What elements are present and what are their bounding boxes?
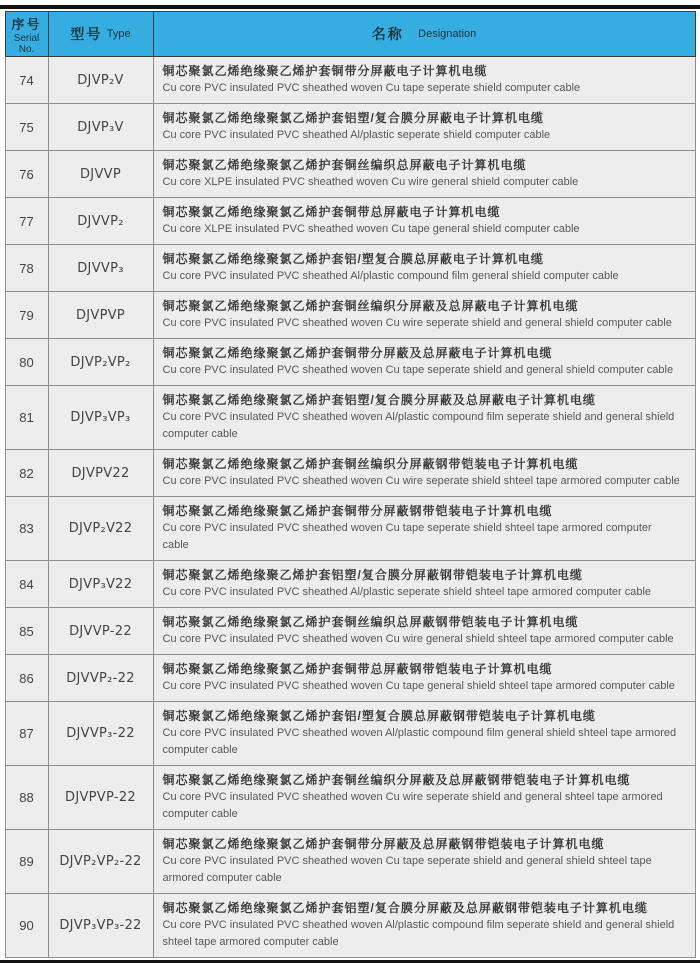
table-row	[5, 339, 695, 386]
type-code: DJVP₃V	[77, 119, 124, 135]
designation-chinese: 铜芯聚氯乙烯绝缘聚氯乙烯护套铝塑/复合膜分屏蔽及总屏蔽钢带铠装电子计算机电缆	[162, 901, 648, 915]
designation-cell	[153, 655, 695, 702]
table-row	[5, 766, 695, 830]
designation-english: Cu core PVC insulated PVC sheathed Al/plastic compound film general shield computer cable	[162, 270, 619, 282]
designation-english: Cu core PVC insulated PVC sheathed woven Cu wire seperate shield and general shield computer cable	[162, 317, 672, 329]
serial-number: 87	[19, 726, 34, 741]
header-type-en: Type	[106, 28, 131, 40]
serial-number: 76	[19, 166, 34, 182]
type-code: DJVP₃VP₃	[70, 410, 131, 425]
type-cell	[48, 894, 153, 958]
serial-cell	[5, 830, 48, 894]
table-row	[5, 245, 695, 292]
designation-chinese: 铜芯聚氯乙烯绝缘聚氯乙烯护套铝塑/复合膜分屏蔽电子计算机电缆	[162, 111, 544, 125]
type-code: DJVVP₂-22	[66, 670, 135, 686]
serial-number: 85	[19, 623, 34, 639]
designation-english: Cu core XLPE insulated PVC sheathed woven Cu tape general shield computer cable	[162, 223, 580, 235]
header-type	[48, 12, 153, 57]
type-cell	[48, 104, 153, 151]
table-row	[5, 151, 695, 198]
type-code: DJVP₂V22	[68, 521, 133, 536]
serial-cell	[5, 245, 48, 292]
serial-number: 80	[19, 354, 34, 370]
header-designation-en: Designation	[418, 28, 477, 40]
header-serial	[5, 12, 48, 57]
designation-english: Cu core PVC insulated PVC sheathed woven Cu wire seperate shield shteel tape armored computer cable	[162, 475, 680, 487]
designation-english: Cu core PVC insulated PVC sheathed woven Cu tape seperate shield computer cable	[162, 82, 581, 94]
header-serial-cn: 序号	[11, 16, 42, 32]
designation-english: Cu core PVC insulated PVC sheathed Al/plastic seperate shield shteel tape armored computer cable	[162, 586, 652, 598]
serial-cell	[5, 339, 48, 386]
designation-cell	[153, 104, 695, 151]
type-cell	[48, 450, 153, 497]
serial-cell	[5, 894, 48, 958]
type-cell	[48, 198, 153, 245]
table-row	[5, 198, 695, 245]
designation-cell	[153, 198, 695, 245]
serial-cell	[5, 450, 48, 497]
type-code: DJVPVP-22	[65, 790, 136, 805]
table-row	[5, 608, 695, 655]
designation-chinese: 铜芯聚氯乙烯绝缘聚氯乙烯护套铝/塑复合膜总屏蔽电子计算机电缆	[162, 252, 544, 266]
serial-number: 77	[19, 213, 34, 229]
type-cell	[48, 339, 153, 386]
type-cell	[48, 57, 153, 104]
table-row	[5, 894, 695, 958]
type-cell	[48, 245, 153, 292]
serial-number: 81	[19, 410, 34, 425]
designation-english: Cu core PVC insulated PVC sheathed woven Cu wire seperate shield and general shteel tape armored computer cable	[162, 791, 663, 820]
type-cell	[48, 497, 153, 561]
designation-cell	[153, 497, 695, 561]
designation-english: Cu core PVC insulated PVC sheathed woven Cu tape seperate shield shteel tape armored computer cable	[162, 522, 652, 551]
type-cell	[48, 561, 153, 608]
type-code: DJVP₂VP₂	[70, 354, 131, 370]
serial-number: 74	[19, 72, 34, 88]
serial-cell	[5, 57, 48, 104]
designation-cell	[153, 245, 695, 292]
header-serial-en1: Serial	[13, 32, 40, 44]
designation-english: Cu core PVC insulated PVC sheathed woven Cu tape seperate shield and general shield computer cable	[162, 364, 674, 376]
serial-cell	[5, 292, 48, 339]
type-code: DJVPVP	[75, 307, 126, 323]
type-cell	[48, 702, 153, 766]
designation-cell	[153, 830, 695, 894]
type-cell	[48, 830, 153, 894]
designation-chinese: 铜芯聚氯乙烯绝缘聚氯乙烯护套铜带总屏蔽钢带铠装电子计算机电缆	[162, 662, 553, 676]
type-cell	[48, 386, 153, 450]
serial-cell	[5, 655, 48, 702]
serial-cell	[5, 702, 48, 766]
designation-chinese: 铜芯聚氯乙烯绝缘聚乙烯护套铜带分屏蔽电子计算机电缆	[162, 64, 488, 78]
designation-english: Cu core PVC insulated PVC sheathed woven Al/plastic compound film seperate shield and general shield computer cable	[162, 411, 675, 440]
type-code: DJVVP₃	[77, 260, 124, 276]
serial-cell	[5, 766, 48, 830]
serial-cell	[5, 104, 48, 151]
designation-cell	[153, 339, 695, 386]
type-code: DJVP₃VP₃-22	[59, 918, 142, 933]
designation-chinese: 铜芯聚氯乙烯绝缘聚氯乙烯护套铜丝编织分屏蔽及总屏蔽钢带铠装电子计算机电缆	[162, 773, 631, 787]
designation-cell	[153, 702, 695, 766]
serial-cell	[5, 561, 48, 608]
designation-chinese: 铜芯聚氯乙烯绝缘聚氯乙烯护套铜带总屏蔽电子计算机电缆	[162, 205, 501, 219]
table-row	[5, 450, 695, 497]
table-row	[5, 497, 695, 561]
serial-number: 84	[19, 576, 34, 592]
type-cell	[48, 766, 153, 830]
header-row	[5, 12, 695, 57]
table-row	[5, 104, 695, 151]
type-code: DJVVP	[80, 166, 121, 182]
designation-cell	[153, 561, 695, 608]
designation-cell	[153, 151, 695, 198]
type-cell	[48, 608, 153, 655]
type-cell	[48, 151, 153, 198]
table-row	[5, 561, 695, 608]
designation-english: Cu core PVC insulated PVC sheathed woven Cu wire general shield shteel tape armored computer cable	[162, 633, 674, 645]
serial-number: 78	[19, 260, 34, 276]
serial-number: 82	[19, 465, 34, 481]
serial-cell	[5, 151, 48, 198]
table-row	[5, 292, 695, 339]
designation-chinese: 铜芯聚氯乙烯绝缘聚氯乙烯护套铜丝编织总屏蔽钢带铠装电子计算机电缆	[162, 615, 579, 629]
type-code: DJVVP₂	[77, 213, 124, 229]
designation-cell	[153, 608, 695, 655]
table-row	[5, 702, 695, 766]
type-cell	[48, 655, 153, 702]
designation-chinese: 铜芯聚氯乙烯绝缘聚氯乙烯护套铜带分屏蔽及总屏蔽电子计算机电缆	[162, 346, 553, 360]
serial-cell	[5, 386, 48, 450]
serial-cell	[5, 497, 48, 561]
designation-chinese: 铜芯聚氯乙烯绝缘聚氯乙烯护套铜丝编织总屏蔽电子计算机电缆	[162, 158, 527, 172]
designation-chinese: 铜芯聚氯乙烯绝缘聚氯乙烯护套铜带分屏蔽钢带铠装电子计算机电缆	[162, 504, 553, 518]
serial-cell	[5, 608, 48, 655]
designation-cell	[153, 894, 695, 958]
serial-number: 79	[19, 307, 34, 323]
table-row	[5, 57, 695, 104]
serial-number: 89	[19, 854, 34, 869]
designation-english: Cu core PVC insulated PVC sheathed woven Al/plastic compound film seperate shield and general shield shteel tape armored computer cable	[162, 919, 675, 948]
designation-chinese: 铜芯聚氯乙烯绝缘聚氯乙烯护套铝/塑复合膜总屏蔽钢带铠装电子计算机电缆	[162, 709, 596, 723]
table-row	[5, 386, 695, 450]
header-serial-en2: No.	[18, 43, 35, 55]
designation-chinese: 铜芯聚氯乙烯绝缘聚氯乙烯护套铜丝编织分屏蔽钢带铠装电子计算机电缆	[162, 457, 579, 471]
designation-english: Cu core PVC insulated PVC sheathed Al/plastic seperate shield computer cable	[162, 129, 551, 141]
serial-number: 90	[19, 918, 34, 933]
designation-cell	[153, 386, 695, 450]
designation-cell	[153, 766, 695, 830]
serial-cell	[5, 198, 48, 245]
designation-chinese: 铜芯聚氯乙烯绝缘聚氯乙烯护套铝塑/复合膜分屏蔽及总屏蔽电子计算机电缆	[162, 393, 596, 407]
table-row	[5, 655, 695, 702]
table-row	[5, 830, 695, 894]
header-type-cn: 型号	[70, 26, 103, 42]
type-cell	[48, 292, 153, 339]
serial-number: 83	[19, 521, 34, 536]
type-code: DJVP₂VP₂-22	[59, 854, 142, 869]
type-code: DJVP₃V22	[68, 576, 133, 592]
type-code: DJVVP₃-22	[66, 726, 135, 741]
designation-english: Cu core PVC insulated PVC sheathed woven Cu tape general shield shteel tape armored computer cable	[162, 680, 675, 692]
type-code: DJVP₂V	[77, 72, 124, 88]
serial-number: 75	[19, 119, 34, 135]
type-code: DJVVP-22	[69, 623, 132, 639]
designation-cell	[153, 450, 695, 497]
designation-cell	[153, 292, 695, 339]
serial-number: 86	[19, 670, 34, 686]
designation-english: Cu core PVC insulated PVC sheathed woven Cu tape seperate shield and general shield shteel tape armored computer cable	[162, 855, 652, 884]
designation-english: Cu core PVC insulated PVC sheathed woven Al/plastic compound film general shield shteel tape armored computer cable	[162, 727, 677, 756]
designation-chinese: 铜芯聚氯乙烯绝缘聚乙烯护套铝塑/复合膜分屏蔽钢带铠装电子计算机电缆	[162, 568, 583, 582]
designation-chinese: 铜芯聚氯乙烯绝缘聚氯乙烯护套铜丝编织分屏蔽及总屏蔽电子计算机电缆	[162, 299, 579, 313]
header-designation	[153, 12, 695, 57]
table-header	[5, 12, 695, 57]
type-code: DJVPV22	[71, 465, 130, 481]
designation-english: Cu core XLPE insulated PVC sheathed woven Cu wire general shield computer cable	[162, 176, 579, 188]
designation-cell	[153, 57, 695, 104]
header-designation-cn: 名称	[371, 26, 404, 42]
table-body	[5, 57, 695, 958]
cable-type-table	[5, 11, 696, 958]
designation-chinese: 铜芯聚氯乙烯绝缘聚氯乙烯护套铜带分屏蔽及总屏蔽钢带铠装电子计算机电缆	[162, 837, 605, 851]
serial-number: 88	[19, 790, 34, 805]
